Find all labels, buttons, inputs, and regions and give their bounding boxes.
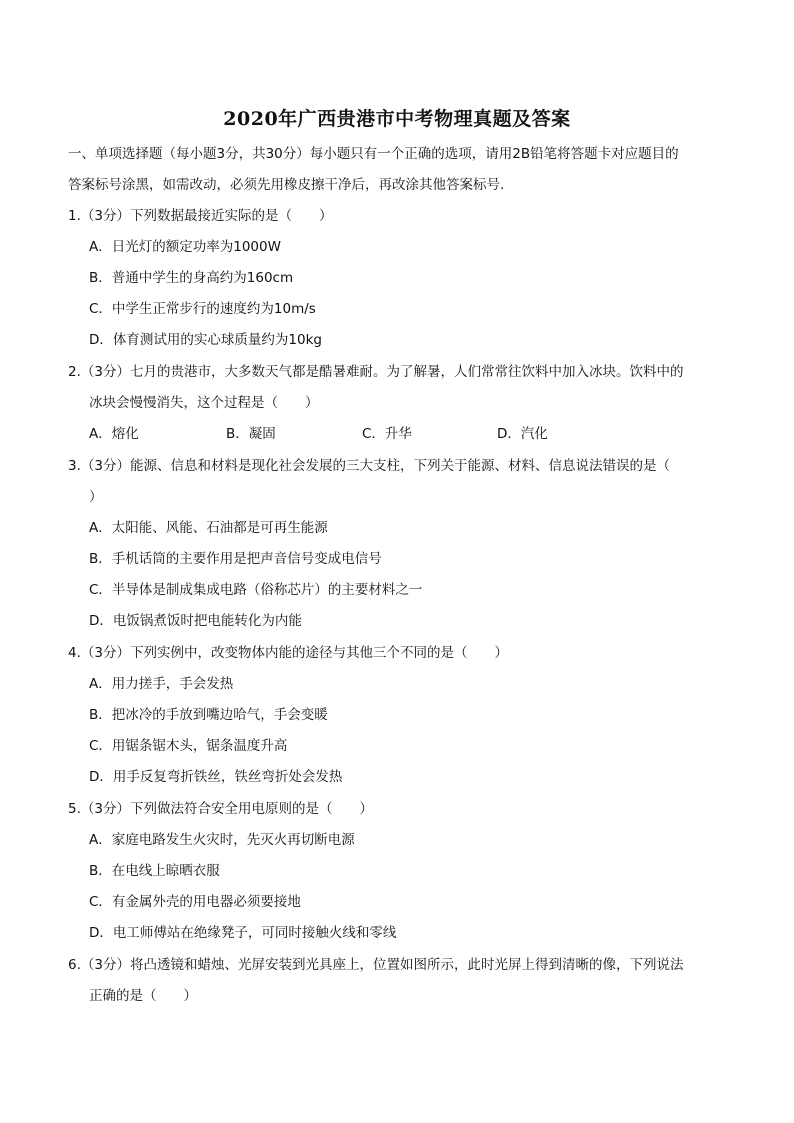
question-4-option-a: A．用力搓手，手会发热 [89,676,234,692]
question-3-option-b: B．手机话筒的主要作用是把声音信号变成电信号 [89,551,382,567]
question-3-option-d: D．电饭锅煮饭时把电能转化为内能 [89,613,302,629]
question-6-stem-line-2: 正确的是（ ） [89,988,197,1004]
section-instruction-line-2: 答案标号涂黑，如需改动，必须先用橡皮擦干净后，再改涂其他答案标号. [68,177,505,193]
question-1-option-b: B．普通中学生的身高约为160cm [89,270,294,286]
section-instruction-line-1: 一、单项选择题（每小题3分，共30分）每小题只有一个正确的选项，请用2B铅笔将答题卡对应题目的 [68,146,679,162]
question-3-stem-line-2: ） [89,489,103,505]
question-5-option-d: D．电工师傅站在绝缘凳子，可同时接触火线和零线 [89,925,397,941]
question-1-option-c: C．中学生正常步行的速度约为10m/s [89,301,316,317]
question-1-option-a: A．日光灯的额定功率为1000W [89,239,281,255]
question-4-option-c: C．用锯条锯木头，锯条温度升高 [89,738,288,754]
question-2-options [89,424,609,444]
question-5-option-b: B．在电线上晾晒衣服 [89,863,220,879]
question-2-option-b: B．凝固 [226,426,276,442]
question-2-stem-line-1: 2.（3分）七月的贵港市，大多数天气都是酷暑难耐。为了解暑，人们常常往饮料中加入冰块。饮料中的 [68,364,684,380]
page-title: 2020年广西贵港市中考物理真题及答案 [223,108,571,130]
question-3-option-c: C．半导体是制成集成电路（俗称芯片）的主要材料之一 [89,582,423,598]
question-5-option-a: A．家庭电路发生火灾时，先灭火再切断电源 [89,832,355,848]
question-2-option-c: C．升华 [362,426,412,442]
question-1-stem: 1.（3分）下列数据最接近实际的是（ ） [68,208,333,224]
question-5-stem: 5.（3分）下列做法符合安全用电原则的是（ ） [68,801,373,817]
question-2-option-a: A．熔化 [89,426,139,442]
question-6-stem-line-1: 6.（3分）将凸透镜和蜡烛、光屏安装到光具座上，位置如图所示，此时光屏上得到清晰的像，下列说法 [68,957,684,973]
question-1-option-d: D．体育测试用的实心球质量约为10kg [89,332,322,348]
question-4-option-b: B．把冰冷的手放到嘴边哈气，手会变暖 [89,707,328,723]
question-4-stem: 4.（3分）下列实例中，改变物体内能的途径与其他三个不同的是（ ） [68,645,508,661]
question-4-option-d: D．用手反复弯折铁丝，铁丝弯折处会发热 [89,769,343,785]
question-5-option-c: C．有金属外壳的用电器必须要接地 [89,894,301,910]
question-2-option-d: D．汽化 [497,426,548,442]
question-3-option-a: A．太阳能、风能、石油都是可再生能源 [89,520,328,536]
question-2-stem-line-2: 冰块会慢慢消失，这个过程是（ ） [89,395,319,411]
question-3-stem-line-1: 3.（3分）能源、信息和材料是现化社会发展的三大支柱，下列关于能源、材料、信息说法错误的是（ [68,458,670,474]
